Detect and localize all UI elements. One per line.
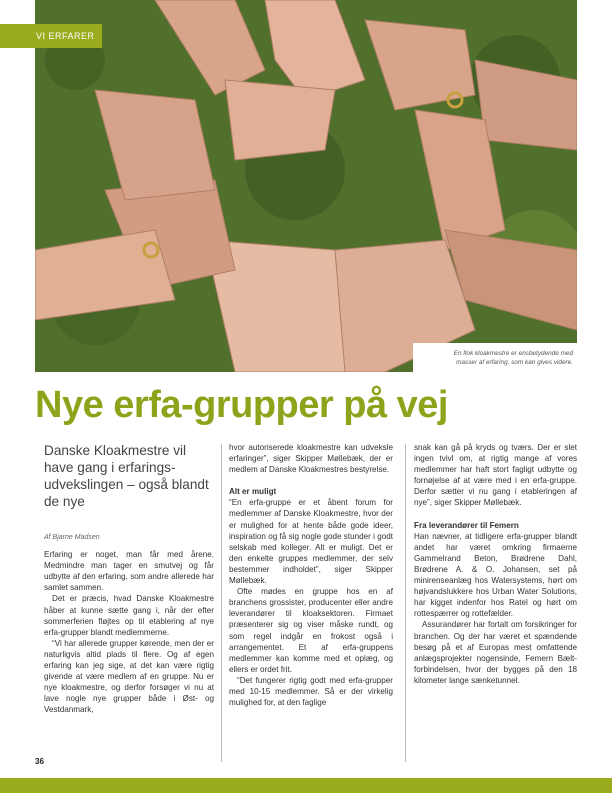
- article-headline: Nye erfa-grupper på vej: [35, 384, 448, 426]
- byline: Af Bjarne Madsen: [44, 534, 100, 541]
- article-column-3: [414, 442, 577, 686]
- body-paragraph: snak kan gå på kryds og tværs. Der er slet ingen tvivl om, at rigtig mange af vores medlemmer har haft stort fagligt udbytte og fornøjelse af at være med i en erfa-gruppe. Derfor sætter vi nu gang i etableringen af nye”, siger Skipper Møllebæk.: [414, 443, 577, 508]
- article-column-1: [44, 442, 214, 716]
- body-paragraph: Det er præcis, hvad Danske Kloakmestre håber at kunne sætte gang i, når der efter sommerferien fløjtes op til etablering af nye erfa-grupper blandt medlemmerne.: [44, 594, 214, 637]
- caption-line-2: masser af erfaring, som kan gives videre.: [456, 359, 573, 366]
- body-paragraph: “Vi har allerede grupper kørende, men der er naturligvis altid plads til flere. Og af egen erfaring kan jeg sige, at det kan være rigtig givende at være medlem af en gruppe. Nu er nye kloakmestre, og derfor forsøger vi nu at lave nogle nye grupper både i Øst- og Vestdanmark,: [44, 638, 214, 715]
- column-divider: [405, 444, 406, 762]
- subheading: Fra leverandører til Femern: [414, 520, 519, 530]
- body-paragraph: hvor autoriserede kloakmestre kan udveksle erfaringer”, siger Skipper Møllebæk, der er medlem af Danske Kloakmestres bestyrelse.: [229, 443, 393, 475]
- body-paragraph: Erfaring er noget, man får med årene. Medmindre man tager en smutvej og får udbytte af den erfaring, som andre allerede har samlet sammen.: [44, 550, 214, 593]
- body-paragraph: “En erfa-gruppe er et åbent forum for medlemmer af Danske Kloakmestre, hvor der er mulighed for at hente både gode ideer, inspiration og få sig nogle gode stunder i godt selskab med kolleger. Alt er muligt. Det er den enkelte gruppes medlemmer, der selv bestemmer indholdet”, siger Skipper Møllebæk.: [229, 498, 393, 586]
- footer-accent-bar: [0, 778, 612, 793]
- caption-line-1: En flok kloakmestre er ensbetydende med: [453, 350, 573, 357]
- article-lead: Danske Kloakmestre vil have gang i erfarings-udvekslingen – også blandt de nye: [44, 443, 209, 509]
- section-tag: VI ERFARER: [0, 24, 102, 48]
- page-number: 36: [35, 757, 44, 766]
- hero-photo-hands-circle: [35, 0, 577, 372]
- hands-illustration: [35, 0, 577, 372]
- article-column-2: [229, 442, 393, 708]
- subheading: Alt er muligt: [229, 487, 277, 497]
- body-paragraph: Ofte mødes en gruppe hos en af branchens grossister, producenter eller andre leverandører til kloaksektoren. Firmaet præsenterer sig og viser måske rundt, og som regel indgår en frokost også i arrangementet. Et af erfa-gruppens medlemmer kan komme med et oplæg, og ellers er ordet frit.: [229, 587, 393, 674]
- body-paragraph: “Det fungerer rigtig godt med erfa-grupper med 10-15 medlemmer. Så er der virkelig mulighed for, at den faglige: [229, 675, 393, 708]
- photo-caption: [413, 343, 577, 373]
- column-divider: [221, 444, 222, 762]
- body-paragraph: Han nævner, at tidligere erfa-grupper blandt andet har været omkring firmaerne Gammelrand Beton, Brødrene Dahl, Brødrene A. & O. Johansen, set på minirenseanlæg hos Watersystems, hørt om højvandslukkere hos Urban Water Solutions, har kigget indenfor hos Ratel og hørt om rottespærrer og rottefælder.: [414, 531, 577, 619]
- body-paragraph: Assurandører har fortalt om forsikringer for branchen. Og der har været et spændende besøg på et af Europas mest omfattende anlægsprojekter nogensinde, Femern Bælt-forbindelsen, hvor der bygges på den 18 kilometer lange sænketunnel.: [414, 620, 577, 685]
